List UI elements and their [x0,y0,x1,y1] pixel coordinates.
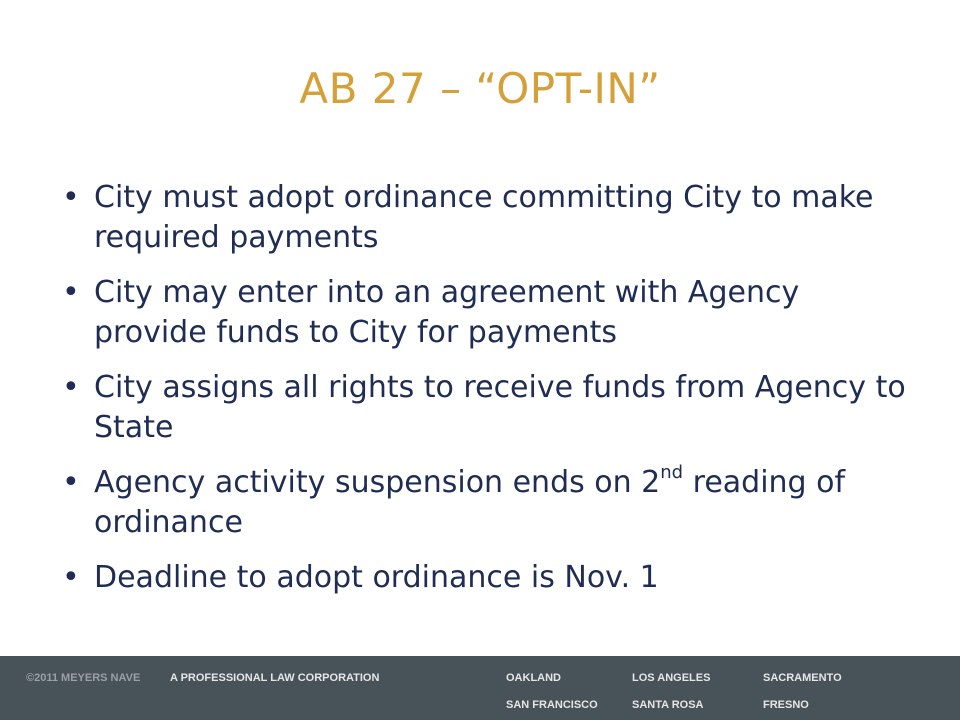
bullet-item [62,178,912,258]
footer-office-sacramento: SACRAMENTO [763,672,842,684]
bullet-text-after: reading of ordinance [94,465,846,540]
bullet-text-before: Agency activity suspension ends on 2 [94,465,661,500]
bullet-list [62,178,912,613]
bullet-dot-icon: • [62,465,80,500]
footer-bar [0,656,960,720]
bullet-item [62,463,912,543]
bullet-dot-icon: • [62,560,80,595]
bullet-text: Deadline to adopt ordinance is Nov. 1 [94,560,659,595]
ordinal-superscript: nd [660,462,684,483]
footer-office-los-angeles: LOS ANGELES [632,672,711,684]
footer-office-oakland: OAKLAND [506,672,561,684]
footer-office-santa-rosa: SANTA ROSA [632,699,704,711]
bullet-item [62,273,912,353]
footer-firm-type: A PROFESSIONAL LAW CORPORATION [170,672,380,684]
slide-title: AB 27 – “OPT-IN” [299,64,661,113]
bullet-item [62,368,912,448]
bullet-dot-icon: • [62,275,80,310]
bullet-text: City may enter into an agreement with Agency provide funds to City for payments [94,275,800,350]
bullet-text: City must adopt ordinance committing City to make required payments [94,180,874,255]
bullet-dot-icon: • [62,370,80,405]
footer-office-san-francisco: SAN FRANCISCO [506,699,598,711]
footer-office-fresno: FRESNO [763,699,809,711]
bullet-dot-icon: • [62,180,80,215]
footer-copyright: ©2011 MEYERS NAVE [26,672,141,684]
bullet-text: City assigns all rights to receive funds from Agency to State [94,370,906,445]
bullet-item [62,558,912,598]
